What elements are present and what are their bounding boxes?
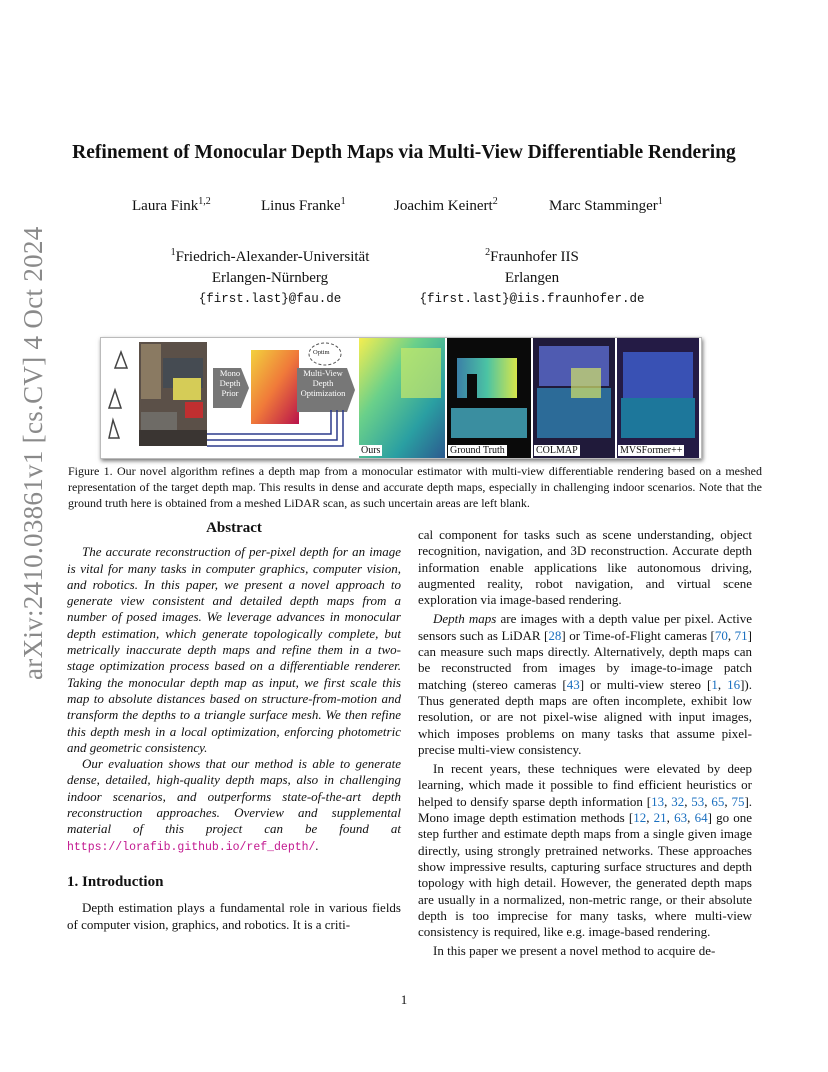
text: are images with a depth value per pixel. Active sensors such as LiDAR [: [418, 611, 752, 643]
label-colmap: COLMAP: [536, 445, 578, 456]
author-1: [132, 196, 211, 215]
citation[interactable]: 32: [671, 793, 685, 809]
author-affil-sup: 1: [657, 196, 663, 207]
citation[interactable]: 53: [691, 793, 705, 809]
text: ] go one step further and estimate depth maps from a single given image directly, using strongly pretrained networks. These approaches show impressive results, capturing surface structures and depth topology with high detail. However, the generated depth maps are usually in a normalized, non-metric range, or their absolute depth is too imprecise for many tasks, where multi-view consistency is required, like e.g. image-based rendering.: [418, 810, 753, 940]
optim-label: Optim: [313, 349, 330, 356]
right-paragraph-3: In recent years, these techniques were elevated by deep learning, which made it possible to find efficient heuristics or helped to densify sparse depth information [13, 32, 53, 65, 75]. Mono image depth estimation methods [12, 21, 63, 64] go one step further and estimate depth maps from a single given image directly, using strongly pretrained networks. These approaches show impressive results, capturing surface structures and depth topology with high detail. However, the generated depth maps are usually in a normalized, non-metric range, or their absolute depth is too imprecise for many tasks, where multi-view consistency is required, like e.g. image-based rendering.: [418, 761, 753, 940]
citation[interactable]: 71: [734, 627, 748, 643]
author-affil-sup: 1,2: [198, 196, 211, 207]
citation[interactable]: 70: [714, 627, 728, 643]
abstract-paragraph-2: [67, 756, 401, 856]
page-number: 1: [400, 992, 408, 1007]
author-affil-sup: 2: [492, 196, 498, 207]
author-2: [261, 196, 346, 215]
mono-depth-map: [251, 350, 299, 424]
text: In recent years, these techniques were elevated by deep learning, which made it possible to find efficient heuristics or helped to densify sparse depth information [: [418, 761, 752, 809]
text: ] can measure such maps directly. Alternatively, depth maps can be reconstructed from images by image-to-image patch matching (stereo cameras [: [418, 627, 752, 692]
camera-sketch: [109, 352, 127, 438]
intro-heading: 1. Introduction: [67, 873, 164, 890]
citation[interactable]: 1: [711, 676, 718, 692]
project-link[interactable]: https://lorafib.github.io/ref_depth/: [67, 840, 316, 854]
text: ]. Mono image depth estimation methods [: [418, 793, 753, 826]
affil-email: {first.last}@iis.fraunhofer.de: [419, 292, 645, 306]
abstract-p2-end: .: [315, 837, 319, 853]
citation[interactable]: 12: [633, 810, 647, 826]
citation[interactable]: 16: [727, 676, 741, 692]
affil-name: Fraunhofer IIS: [490, 249, 579, 265]
citation[interactable]: 65: [711, 793, 725, 809]
citation[interactable]: 28: [548, 627, 562, 643]
text: ] or multi-view stereo [: [579, 676, 712, 692]
author-name: Linus Franke: [261, 198, 341, 214]
citation[interactable]: 13: [651, 793, 665, 809]
paper-title: Refinement of Monocular Depth Maps via Multi-View Differentiable Rendering: [72, 142, 736, 163]
affil-city: Erlangen-Nürnberg: [211, 270, 329, 286]
affil-email: {first.last}@fau.de: [198, 292, 342, 306]
text: ]). Thus generated depth maps are often incomplete, exhibit low resolution, or are not pixel-wise aligned with input images, which imposes problems on many tasks that assume pixel-precise multi-view consistency.: [418, 676, 753, 757]
author-4: [549, 196, 663, 215]
right-column: [418, 527, 752, 960]
right-paragraph-1: cal component for tasks such as scene understanding, object recognition, navigation, and 3D reconstruction. Accurate depth information enable applications like autonomous driving, augmented reality, robot navigation, and virtual scene exploration via image-based rendering.: [418, 527, 752, 608]
citation[interactable]: 21: [653, 810, 667, 826]
mono-prior-label: Mono Depth Prior: [219, 368, 241, 398]
figure-caption: Figure 1. Our novel algorithm refines a depth map from a monocular estimator with multi-view differentiable rendering based on a meshed representation of the target depth map. This results in dense and accurate depth maps, especially in challenging indoor scenarios. Note that the ground truth here is obtained from a meshed LiDAR scan, as such uncertain areas are left blank.: [68, 464, 762, 510]
citation[interactable]: 63: [674, 810, 688, 826]
teaser-figure: [100, 337, 702, 459]
abstract-heading: Abstract: [206, 520, 262, 536]
author-affil-sup: 1: [340, 196, 346, 207]
label-mvsformer: MVSFormer++: [620, 445, 683, 456]
abstract-paragraph-1: The accurate reconstruction of per-pixel depth for an image is vital for many tasks in computer graphics, computer vision, and robotics. In this paper, we present a novel approach to generate view consistent and detailed depth maps from a number of posed images. We leverage advances in monocular depth estimation, which generate topologically complete, but metrically inaccurate depth maps and refine them in a two-stage optimization process based on a differentiable renderer. Taking the monocular depth map as input, we first scale this map to absolute distances based on structure-from-motion and transform the depths to a triangle surface mesh. We then refine this depth mesh in a local optimization, enforcing photometric and geometric consistency.: [67, 544, 401, 755]
citation[interactable]: 64: [694, 810, 708, 826]
left-column: [67, 520, 401, 933]
author-name: Joachim Keinert: [394, 198, 493, 214]
affiliation-2: [402, 242, 662, 310]
author-name: Marc Stamminger: [549, 198, 658, 214]
author-3: [394, 196, 498, 215]
citation[interactable]: 75: [731, 793, 745, 809]
teaser-figure-graphic: [101, 338, 701, 458]
abstract-p2-text: Our evaluation shows that our method is able to generate dense, detailed, high-quality depth maps, also in challenging indoor scenarios, and outperforms state-of-the-art depth reconstruction approaches. Overview and supplemental material of this project can be found at: [67, 756, 401, 837]
right-paragraph-4: In this paper we present a novel method to acquire de-: [433, 943, 716, 959]
label-ours: Ours: [361, 445, 381, 456]
intro-paragraph-1: Depth estimation plays a fundamental role in various fields of computer vision, graphics, and robotics. It is a criti-: [67, 900, 401, 932]
multiview-opt-label: Multi-View Depth Optimization: [300, 368, 346, 398]
affiliation-1: [140, 242, 400, 310]
arxiv-stamp: arXiv:2410.03861v1 [cs.CV] 4 Oct 2024: [18, 226, 48, 680]
label-ground-truth: Ground Truth: [450, 445, 505, 456]
citation[interactable]: 43: [566, 676, 580, 692]
affil-sup: 1: [170, 247, 176, 258]
affil-city: Erlangen: [504, 270, 560, 286]
right-paragraph-2: Depth maps are images with a depth value per pixel. Active sensors such as LiDAR [28] or Time-of-Flight cameras [70, 71] can measure such maps directly. Alternatively, depth maps can be reconstructed from images by image-to-image patch matching (stereo cameras [43] or multi-view stereo [1, 16]). Thus generated depth maps are often incomplete, exhibit low resolution, or are not pixel-wise aligned with input images, which imposes problems on many tasks that assume pixel-precise multi-view consistency.: [418, 611, 753, 757]
depth-maps-term: Depth maps: [433, 611, 497, 627]
affil-sup: 2: [485, 247, 491, 258]
text: ] or Time-of-Flight cameras [: [561, 627, 715, 643]
author-name: Laura Fink: [132, 198, 199, 214]
affil-name: Friedrich-Alexander-Universität: [175, 249, 370, 265]
